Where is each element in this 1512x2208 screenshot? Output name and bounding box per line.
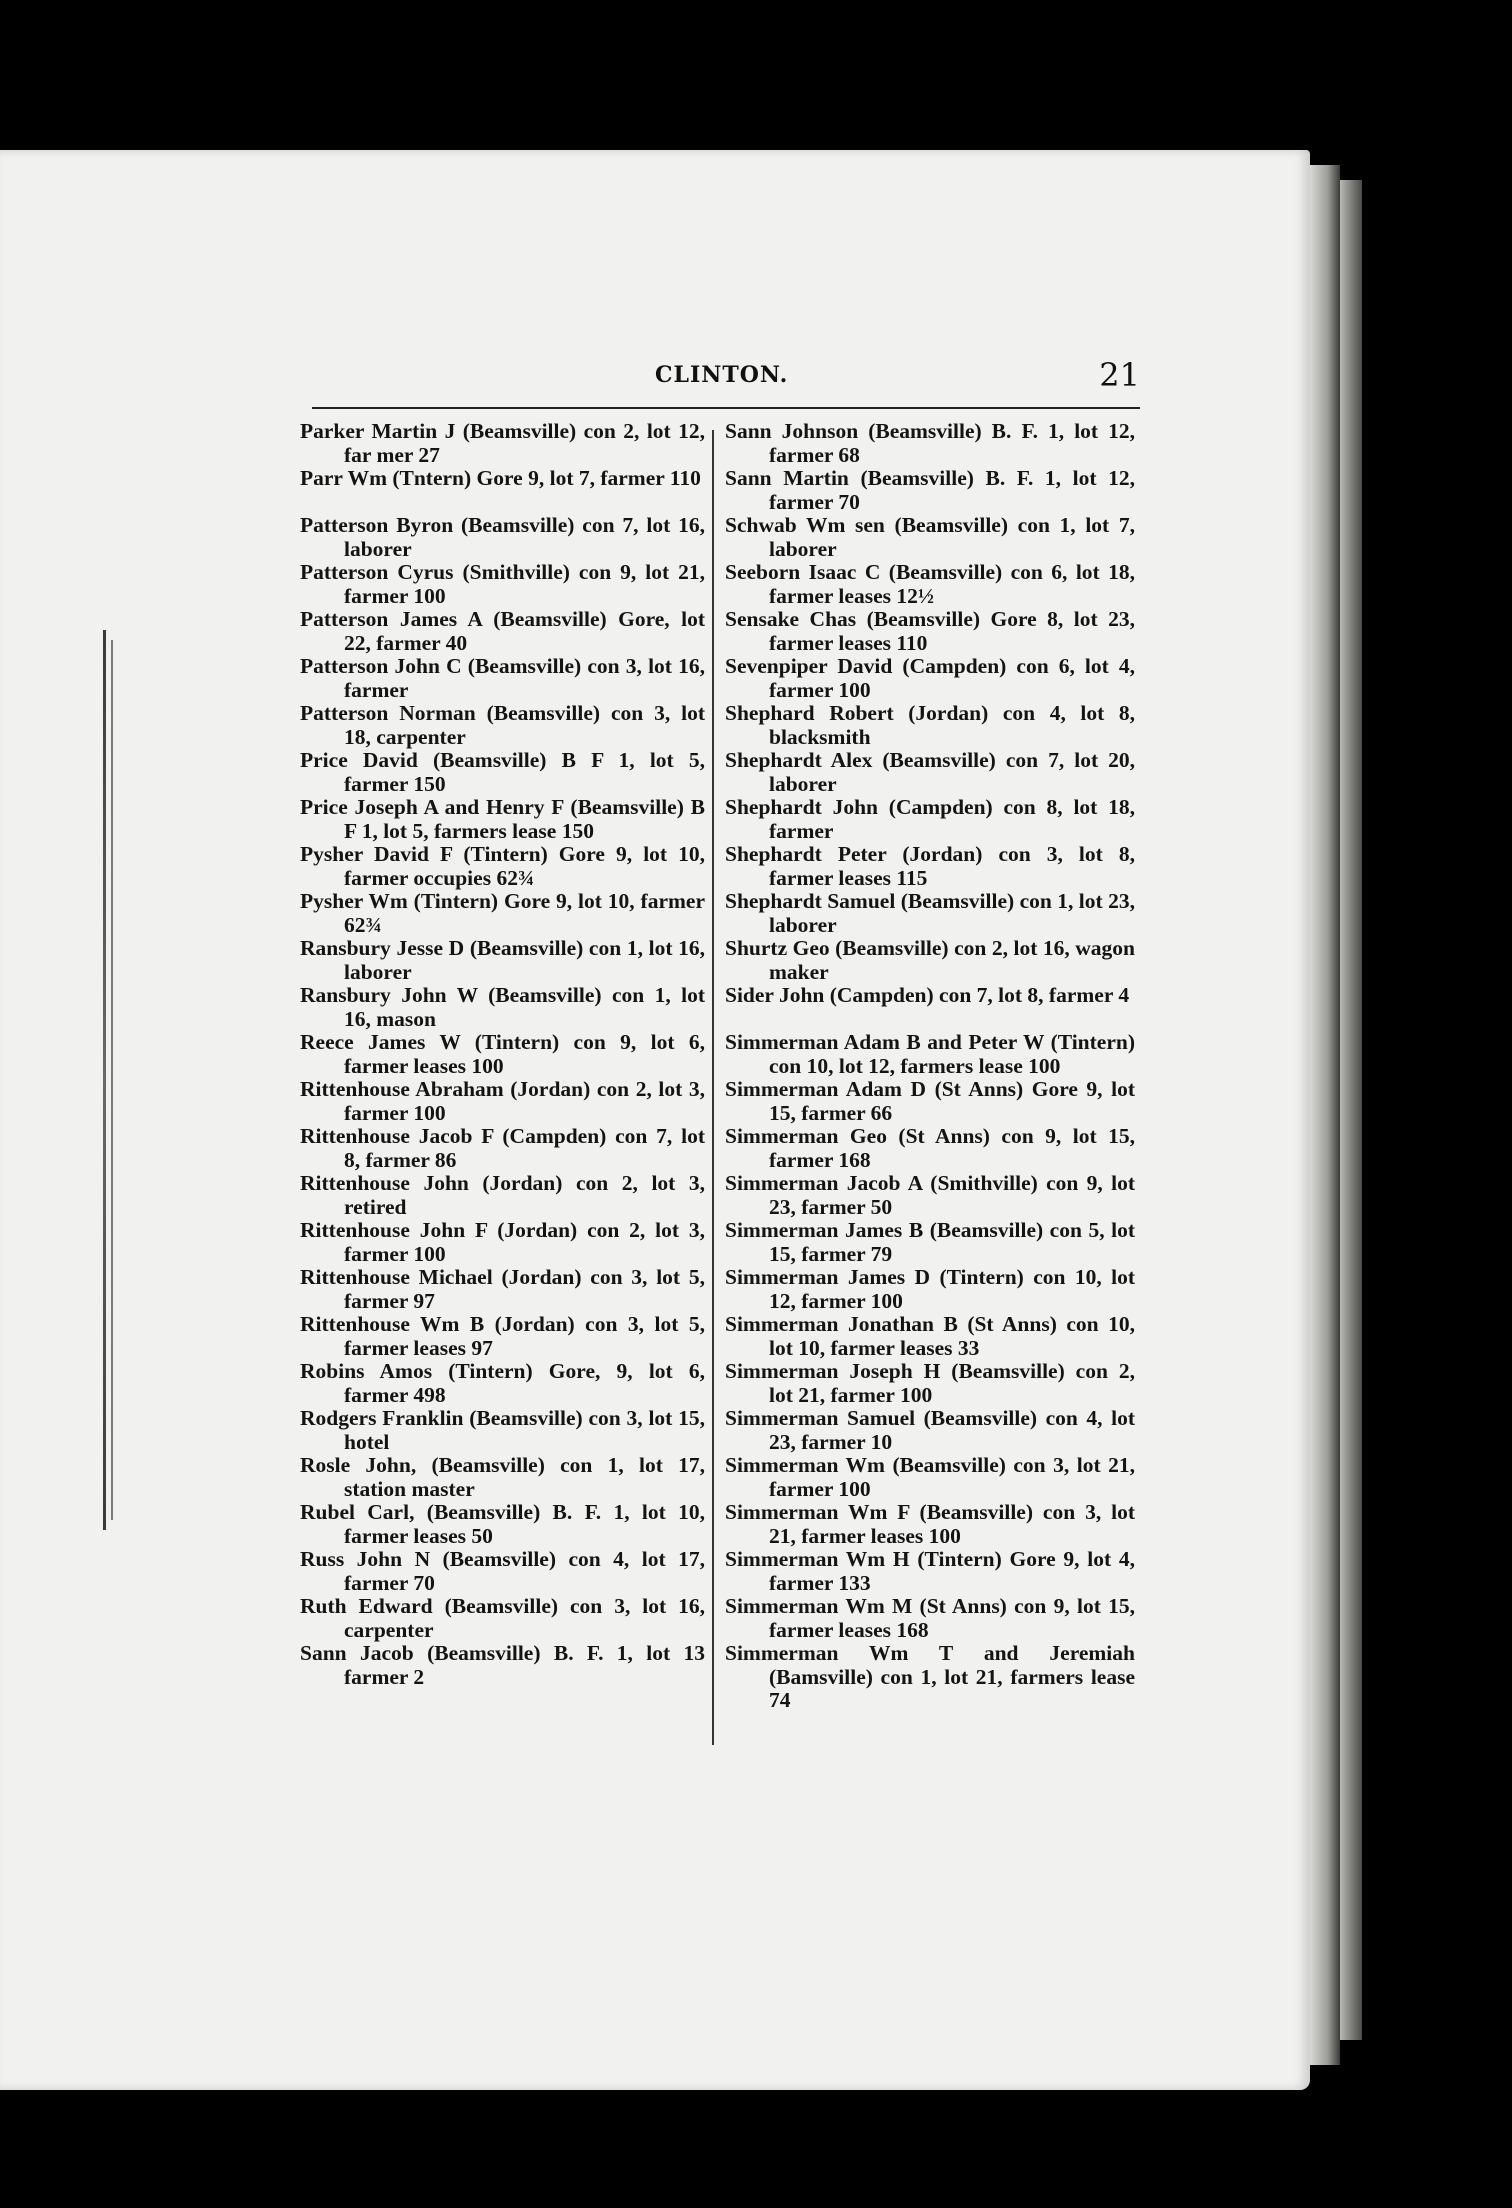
directory-entry: Seeborn Isaac C (Beamsville) con 6, lot 18, farmer leases 12½	[725, 560, 1135, 608]
directory-entry: Simmerman Joseph H (Beamsville) con 2, lot 21, farmer 100	[725, 1359, 1135, 1407]
directory-entry: Patterson Byron (Beamsville) con 7, lot 16, laborer	[300, 513, 705, 561]
directory-entry: Rodgers Franklin (Beamsville) con 3, lot 15, hotel	[300, 1406, 705, 1454]
directory-entry: Shephardt Alex (Beamsville) con 7, lot 20, laborer	[725, 748, 1135, 796]
directory-entry: Rubel Carl, (Beamsville) B. F. 1, lot 10, farmer leases 50	[300, 1500, 705, 1548]
column-rule	[712, 430, 714, 1745]
directory-entry: Patterson Cyrus (Smithville) con 9, lot 21, farmer 100	[300, 560, 705, 608]
directory-entry: Pysher David F (Tintern) Gore 9, lot 10, farmer occupies 62¾	[300, 842, 705, 890]
directory-entry: Shurtz Geo (Beamsville) con 2, lot 16, wagon maker	[725, 936, 1135, 984]
directory-entry: Sider John (Campden) con 7, lot 8, farmer 4	[725, 983, 1130, 1007]
directory-entry: Simmerman Wm T and Jeremiah (Bamsville) con 1, lot 21, farmers lease 74	[725, 1641, 1135, 1712]
directory-entry: Patterson Norman (Beamsville) con 3, lot 18, carpenter	[300, 701, 705, 749]
directory-entry: Sevenpiper David (Campden) con 6, lot 4, farmer 100	[725, 654, 1135, 702]
directory-entry: Ransbury Jesse D (Beamsville) con 1, lot 16, laborer	[300, 936, 705, 984]
directory-entry: Simmerman James D (Tintern) con 10, lot 12, farmer 100	[725, 1265, 1135, 1313]
header-rule	[312, 407, 1140, 409]
directory-entry: Simmerman Wm H (Tintern) Gore 9, lot 4, farmer 133	[725, 1547, 1135, 1595]
directory-entry: Rittenhouse John F (Jordan) con 2, lot 3, farmer 100	[300, 1218, 705, 1266]
left-column	[300, 420, 705, 1689]
directory-entry: Shephard Robert (Jordan) con 4, lot 8, blacksmith	[725, 701, 1135, 749]
directory-entry: Rosle John, (Beamsville) con 1, lot 17, station master	[300, 1453, 705, 1501]
directory-entry: Shephardt Samuel (Beamsville) con 1, lot 23, laborer	[725, 889, 1135, 937]
directory-entry: Shephardt Peter (Jordan) con 3, lot 8, farmer leases 115	[725, 842, 1135, 890]
binding-shadow	[103, 630, 106, 1530]
page-edge	[1310, 165, 1340, 2065]
directory-entry: Simmerman Jacob A (Smithville) con 9, lot 23, farmer 50	[725, 1171, 1135, 1219]
page-number: 21	[1099, 356, 1140, 394]
directory-entry: Sann Martin (Beamsville) B. F. 1, lot 12, farmer 70	[725, 466, 1135, 514]
directory-entry: Ruth Edward (Beamsville) con 3, lot 16, carpenter	[300, 1594, 705, 1642]
directory-entry: Simmerman Wm (Beamsville) con 3, lot 21, farmer 100	[725, 1453, 1135, 1501]
directory-entry: Schwab Wm sen (Beamsville) con 1, lot 7, laborer	[725, 513, 1135, 561]
directory-entry: Ransbury John W (Beamsville) con 1, lot 16, mason	[300, 983, 705, 1031]
directory-entry: Simmerman Wm F (Beamsville) con 3, lot 21, farmer leases 100	[725, 1500, 1135, 1548]
directory-entry: Simmerman Jonathan B (St Anns) con 10, lot 10, farmer leases 33	[725, 1312, 1135, 1360]
directory-entry: Simmerman Geo (St Anns) con 9, lot 15, farmer 168	[725, 1124, 1135, 1172]
directory-entry: Patterson James A (Beamsville) Gore, lot 22, farmer 40	[300, 607, 705, 655]
directory-entry: Rittenhouse Michael (Jordan) con 3, lot 5, farmer 97	[300, 1265, 705, 1313]
directory-entry: Pysher Wm (Tintern) Gore 9, lot 10, farmer 62¾	[300, 889, 705, 937]
directory-entry: Patterson John C (Beamsville) con 3, lot 16, farmer	[300, 654, 705, 702]
directory-entry: Simmerman James B (Beamsville) con 5, lot 15, farmer 79	[725, 1218, 1135, 1266]
directory-entry: Rittenhouse Wm B (Jordan) con 3, lot 5, farmer leases 97	[300, 1312, 705, 1360]
right-column	[725, 420, 1135, 1713]
directory-entry: Robins Amos (Tintern) Gore, 9, lot 6, farmer 498	[300, 1359, 705, 1407]
directory-entry: Sann Jacob (Beamsville) B. F. 1, lot 13 farmer 2	[300, 1641, 705, 1689]
directory-entry: Shephardt John (Campden) con 8, lot 18, farmer	[725, 795, 1135, 843]
directory-entry: Rittenhouse Jacob F (Campden) con 7, lot 8, farmer 86	[300, 1124, 705, 1172]
binding-shadow-inner	[111, 640, 113, 1520]
directory-entry: Parker Martin J (Beamsville) con 2, lot 12, far mer 27	[300, 419, 705, 467]
directory-entry: Sensake Chas (Beamsville) Gore 8, lot 23, farmer leases 110	[725, 607, 1135, 655]
page-header	[310, 356, 1140, 402]
directory-entry: Reece James W (Tintern) con 9, lot 6, farmer leases 100	[300, 1030, 705, 1078]
directory-entry: Simmerman Samuel (Beamsville) con 4, lot 23, farmer 10	[725, 1406, 1135, 1454]
directory-entry: Parr Wm (Tntern) Gore 9, lot 7, farmer 110	[300, 466, 701, 490]
directory-entry: Simmerman Adam D (St Anns) Gore 9, lot 15, farmer 66	[725, 1077, 1135, 1125]
directory-entry: Simmerman Wm M (St Anns) con 9, lot 15, farmer leases 168	[725, 1594, 1135, 1642]
directory-entry: Price Joseph A and Henry F (Beamsville) B F 1, lot 5, farmers lease 150	[300, 795, 705, 843]
directory-entry: Price David (Beamsville) B F 1, lot 5, farmer 150	[300, 748, 705, 796]
directory-entry: Rittenhouse Abraham (Jordan) con 2, lot 3, farmer 100	[300, 1077, 705, 1125]
directory-entry: Simmerman Adam B and Peter W (Tintern) con 10, lot 12, farmers lease 100	[725, 1030, 1135, 1078]
directory-entry: Russ John N (Beamsville) con 4, lot 17, farmer 70	[300, 1547, 705, 1595]
directory-entry: Sann Johnson (Beamsville) B. F. 1, lot 12, farmer 68	[725, 419, 1135, 467]
page-edge-back	[1340, 180, 1362, 2040]
directory-entry: Rittenhouse John (Jordan) con 2, lot 3, retired	[300, 1171, 705, 1219]
running-head: CLINTON.	[655, 362, 789, 388]
